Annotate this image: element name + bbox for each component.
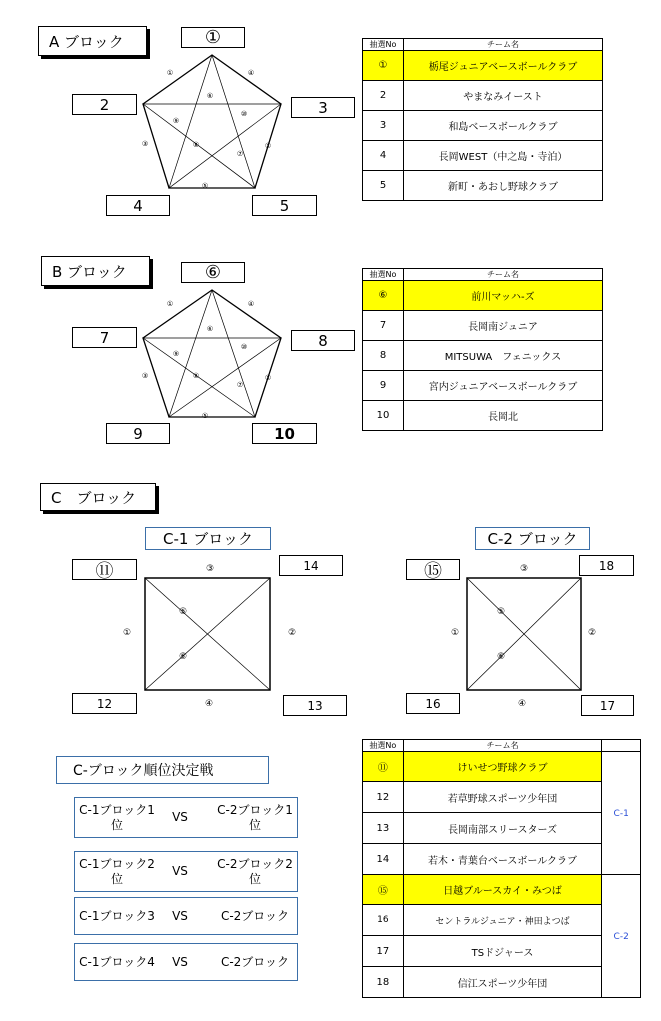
- slot-b-7: 7: [72, 327, 137, 348]
- c1-block-title: C-1 ブロック: [145, 527, 271, 550]
- a-match-9: ⑨: [172, 117, 180, 125]
- slot-a-1: ①: [181, 27, 245, 48]
- playoff-right: C-2ブロック: [220, 954, 290, 969]
- c1-match-3: ③: [205, 564, 215, 574]
- table-row: 13 長岡南部スリースターズ: [363, 813, 641, 844]
- a-match-10: ⑩: [240, 110, 248, 118]
- table-row: 16 セントラルジュニア・神田よつば: [363, 905, 641, 936]
- a-match-6: ⑥: [206, 92, 214, 100]
- a-match-7: ⑦: [236, 150, 244, 158]
- block-a-title-text: A ブロック: [49, 32, 124, 51]
- c2-match-6: ⑥: [496, 652, 506, 662]
- playoff-left: C-1ブロック4: [79, 954, 155, 969]
- a-match-1: ①: [166, 69, 174, 77]
- b-match-7: ⑦: [236, 381, 244, 389]
- block-c-team-table: [362, 739, 641, 998]
- b-match-4: ④: [247, 300, 255, 308]
- a-match-4: ④: [247, 69, 255, 77]
- c1-match-6: ⑥: [178, 652, 188, 662]
- vs-label: VS: [172, 908, 188, 923]
- b-match-5: ⑤: [201, 412, 209, 420]
- slot-c1-12: 12: [72, 693, 137, 714]
- c2-match-3: ③: [519, 564, 529, 574]
- b-match-10: ⑩: [240, 343, 248, 351]
- slot-c2-15: ⑮: [406, 559, 460, 580]
- table-row: ⑪ けいせつ野球クラブ C-1: [363, 752, 641, 782]
- table-row: 9 宮内ジュニアベースボールクラブ: [363, 371, 603, 401]
- block-c-title-text: C ブロック: [51, 488, 137, 507]
- table-row: 7 長岡南ジュニア: [363, 311, 603, 341]
- table-row: 10 長岡北: [363, 401, 603, 431]
- slot-c1-13: 13: [283, 695, 347, 716]
- slot-c1-14: 14: [279, 555, 343, 576]
- b-match-1: ①: [166, 300, 174, 308]
- b-match-9: ⑨: [172, 350, 180, 358]
- vs-label: VS: [172, 810, 188, 824]
- playoff-right: C-2ブロック2位: [217, 856, 293, 886]
- table-row: 18 信江スポーツ少年団: [363, 967, 641, 998]
- table-row: 4 長岡WEST（中之島・寺泊）: [363, 141, 603, 171]
- table-row: 2 やまなみイースト: [363, 81, 603, 111]
- group-label-c2: C-2: [613, 931, 629, 942]
- table-row: 12 若草野球スポーツ少年団: [363, 782, 641, 813]
- c2-block-title: C-2 ブロック: [475, 527, 590, 550]
- table-row: 3 和島ベースボールクラブ: [363, 111, 603, 141]
- playoff-right: C-2ブロック: [220, 908, 290, 923]
- slot-a-4: 4: [106, 195, 170, 216]
- playoff-title: C-ブロック順位決定戦: [56, 756, 269, 784]
- playoff-match-1: [74, 797, 298, 838]
- slot-c2-17: 17: [581, 695, 634, 716]
- b-match-3: ③: [141, 372, 149, 380]
- playoff-match-3: [74, 897, 298, 935]
- table-row: ⑮ 日越ブルースカイ・みつば C-2: [363, 875, 641, 905]
- c2-match-5: ⑤: [496, 607, 506, 617]
- table-row: 14 若木・青葉台ベースボールクラブ: [363, 844, 641, 875]
- c2-match-4: ④: [517, 699, 527, 709]
- playoff-left: C-1ブロック3: [79, 908, 155, 923]
- slot-b-10: 10: [252, 423, 317, 444]
- slot-c1-11: ⑪: [72, 559, 137, 580]
- table-row: 17 TSドジャース: [363, 936, 641, 967]
- b-match-8: ⑧: [192, 372, 200, 380]
- a-match-3: ③: [141, 140, 149, 148]
- playoff-match-2: [74, 851, 298, 892]
- table-header-no: 抽選No: [363, 39, 404, 51]
- slot-b-9: 9: [106, 423, 170, 444]
- table-header-no: 抽選No: [363, 740, 404, 752]
- vs-label: VS: [172, 864, 188, 878]
- vs-label: VS: [172, 954, 188, 969]
- table-row: 5 新町・あおし野球クラブ: [363, 171, 603, 201]
- b-match-6: ⑥: [206, 325, 214, 333]
- c1-match-4: ④: [204, 699, 214, 709]
- slot-c2-18: 18: [579, 555, 634, 576]
- table-header-team: チーム名: [404, 269, 603, 281]
- group-label-c1: C-1: [613, 808, 629, 819]
- c1-match-1: ①: [122, 628, 132, 638]
- playoff-left: C-1ブロック1位: [79, 802, 155, 832]
- c1-match-2: ②: [287, 628, 297, 638]
- block-b-title-text: B ブロック: [52, 262, 127, 281]
- playoff-match-4: [74, 943, 298, 981]
- table-row: ① 栃尾ジュニアベースボールクラブ: [363, 51, 603, 81]
- a-match-5: ⑤: [201, 182, 209, 190]
- table-header-no: 抽選No: [363, 269, 404, 281]
- b-match-2: ②: [264, 374, 272, 382]
- a-match-2: ②: [264, 142, 272, 150]
- a-match-8: ⑧: [192, 141, 200, 149]
- c1-match-5: ⑤: [178, 607, 188, 617]
- slot-b-6: ⑥: [181, 262, 245, 283]
- slot-c2-16: 16: [406, 693, 460, 714]
- table-row: 8 MITSUWA フェニックス: [363, 341, 603, 371]
- table-row: ⑥ 前川マッハ-ズ: [363, 281, 603, 311]
- playoff-left: C-1ブロック2位: [79, 856, 155, 886]
- playoff-right: C-2ブロック1位: [217, 802, 293, 832]
- slot-a-5: 5: [252, 195, 317, 216]
- slot-a-3: 3: [291, 97, 355, 118]
- c2-match-2: ②: [587, 628, 597, 638]
- c2-match-1: ①: [450, 628, 460, 638]
- table-header-team: チーム名: [404, 39, 603, 51]
- slot-a-2: 2: [72, 94, 137, 115]
- slot-b-8: 8: [291, 330, 355, 351]
- table-header-team: チーム名: [403, 740, 602, 752]
